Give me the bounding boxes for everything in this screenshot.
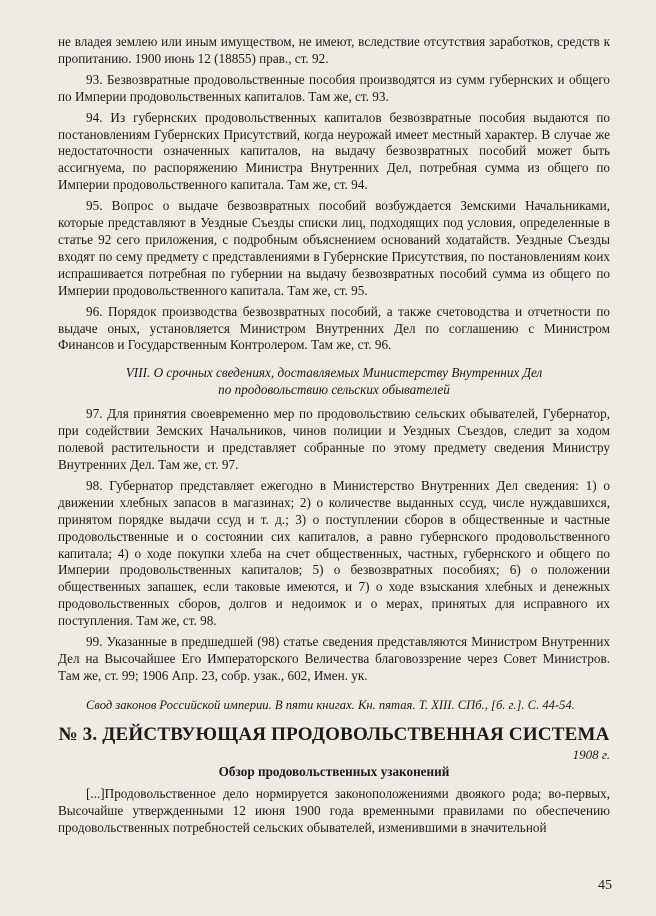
subtitle: Обзор продовольственных узаконений — [218, 764, 450, 780]
section-heading — [58, 364, 610, 398]
article-98: 98. Губернатор представляет ежегодно в Министерство Внутренних Дел сведения: 1) о движении хлебных запасов в магазинах; 2) о количестве выданных ссуд, числе нуждавшихся, принятом порядке выдачи ссуд и т. д.; 3) о поступлении сборов в общественные и частные продовольственные и о состоянии сих капиталов, а равно губернского продовольственного капитала; 4) о ходе покупки хлеба на счет общественных, частных, губернского и общего по Империи продовольственных капиталов; 5) о безвозвратных пособиях; 6) о положении общественных запашек, если таковые имеются, и 7) о ходе взыскания хлебных и денежных продовольственных сборов, долгов и недоимок и о мерах, принятых для исправного их поступления. Там же, ст. 98. — [58, 477, 610, 629]
article-97: 97. Для принятия своевременно мер по продовольствию сельских обывателей, Губернатор, при содействии Земских Начальников, чинов полиции и Уездных Съездов, следит за ходом полевой растительности и представляет собранные по этому предмету сведения Министру Внутренних Дел. Там же, ст. 97. — [58, 406, 610, 473]
section-heading-line-2: по продовольствию сельских обывателей — [218, 382, 450, 398]
source-citation: Свод законов Российской империи. В пяти книгах. Кн. пятая. Т. XIII. СПб., [б. г.]. С. 44-54. — [86, 697, 575, 712]
year-label: 1908 г. — [572, 747, 610, 763]
article-95: 95. Вопрос о выдаче безвозвратных пособий возбуждается Земскими Начальниками, которые представляют в Уездные Съезды списки лиц, подходящих под условия, определенные в статье 92 сего приложения, с подробным объяснением оснований ходатайств. Уездные Съезды входят по сему предмету с представлениями в Губернские Присутствия, по постановлениям коих испрашивается потребная по губернии на выдачу безвозвратных пособий сумма из общего по Империи продовольственного капитала. Там же, ст. 95. — [58, 198, 610, 298]
article-93: 93. Безвозвратные продовольственные пособия производятся из сумм губернских и общего по Империи продовольственных капиталов. Там же, ст. 93. — [58, 71, 610, 104]
section-heading-line-1: VIII. О срочных сведениях, доставляемых Министерству Внутренних Дел — [125, 365, 543, 381]
closing-paragraph: [...]Продовольственное дело нормируется законоположениями двоякого рода; во-первых, Высочайше утвержденными 12 июня 1900 года временными правилами по обеспечению продовольственных потребностей сельских обывателей, изменившими в значительной — [58, 786, 610, 836]
article-99: 99. Указанные в предшедшей (98) статье сведения представляются Министром Внутренних Дел на Высочайшее Его Императорского Величества благовоззрение через Совет Министров. Там же, ст. 99; 1906 Апр. 23, собр. узак., 602, Имен. ук. — [58, 634, 610, 683]
page-number: 45 — [598, 878, 612, 893]
section-title: № 3. ДЕЙСТВУЮЩАЯ ПРОДОВОЛЬСТВЕННАЯ СИСТЕМА — [58, 724, 610, 746]
paragraph-continuation: не владея землею или иным имуществом, не имеют, вследствие отсутствия заработков, средств к пропитанию. 1900 июнь 12 (18855) прав., ст. 92. — [58, 34, 610, 66]
article-96: 96. Порядок производства безвозвратных пособий, а также счетоводства и отчетности по выдаче оных, установляется Министром Внутренних Дел по соглашению с Министром Финансов и Государственным Контролером. Там же, ст. 96. — [58, 303, 610, 353]
article-94: 94. Из губернских продовольственных капиталов безвозвратные пособия выдаются по постановлениям Губернских Присутствий, когда неурожай имеет местный характер. В случае же недостаточности означенных капиталов, на выдачу безвозвратных пособий может быть ассигнуема, по распоряжению Министра Внутренних Дел, потребная сумма из общего по Империи продовольственного капитала. Там же, ст. 94. — [58, 109, 610, 193]
